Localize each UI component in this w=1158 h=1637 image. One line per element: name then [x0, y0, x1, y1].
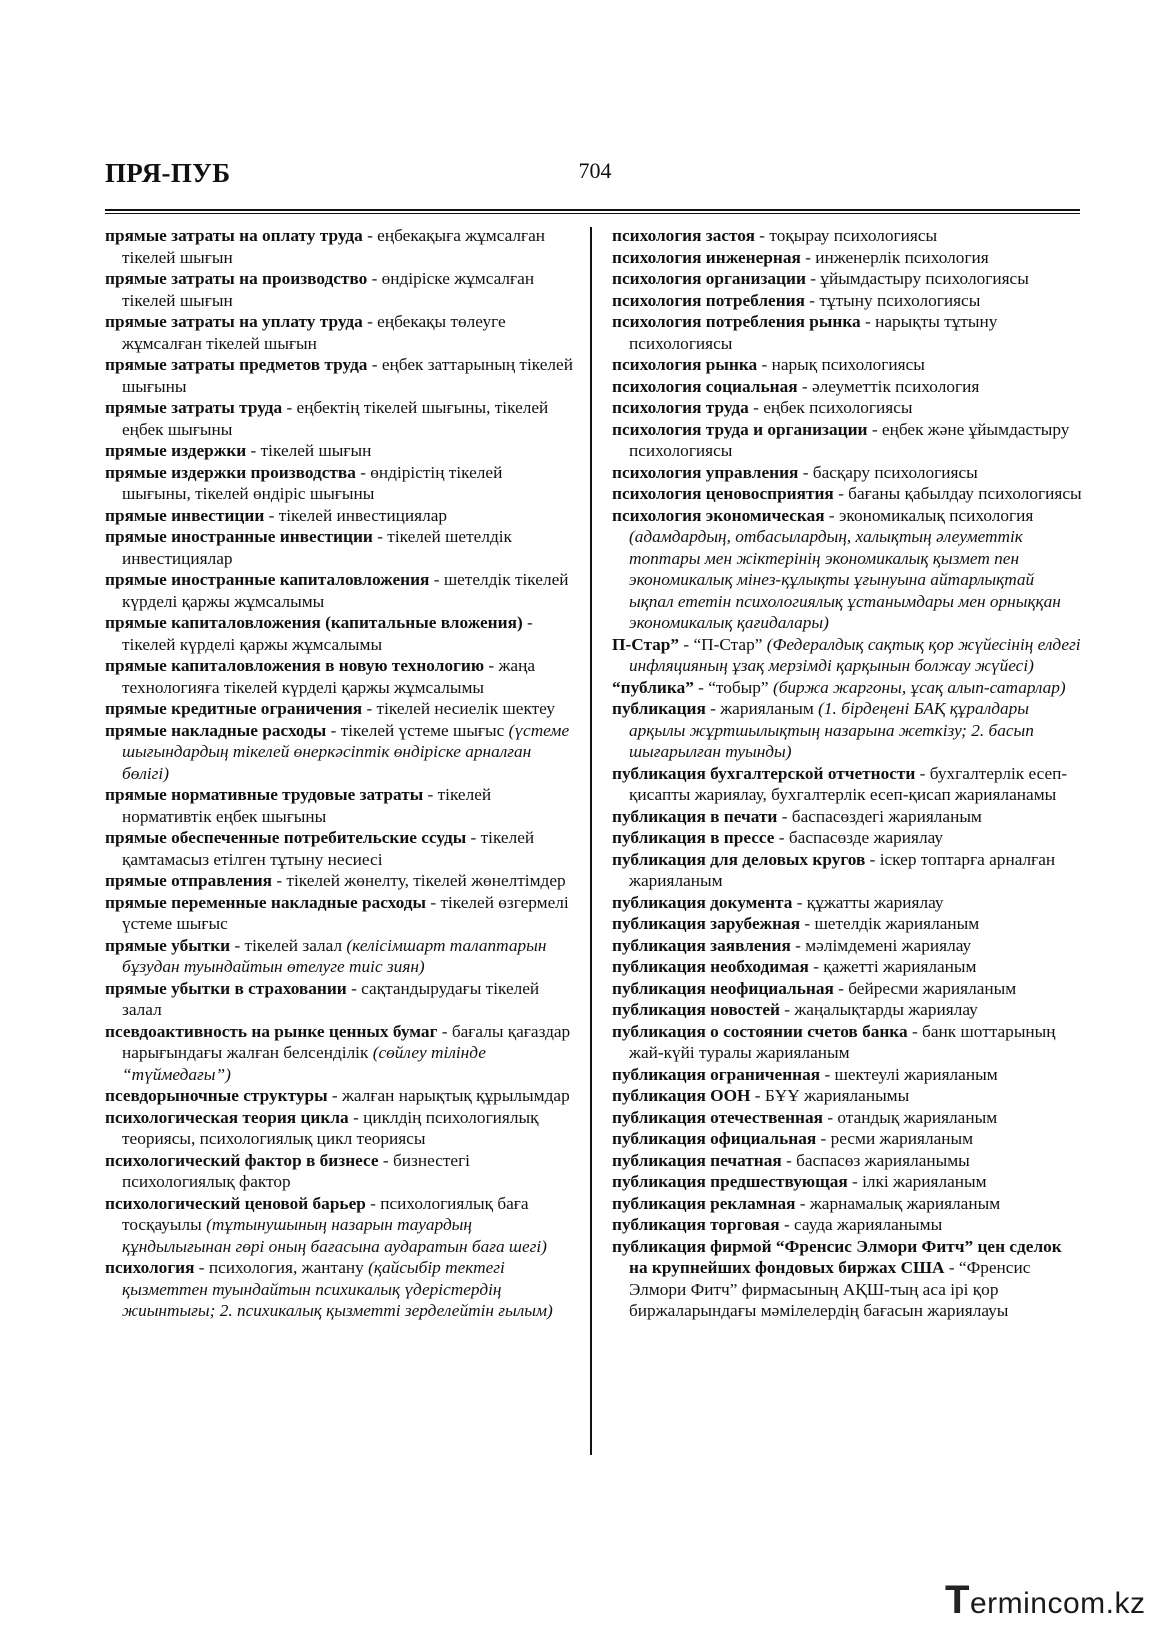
- entry-definition: - тікелей жөнелту, тікелей жөнелтімдер: [272, 871, 566, 890]
- entry-term: публикация предшествующая: [612, 1172, 848, 1191]
- entry-term: психология экономическая: [612, 505, 825, 525]
- entry-term: публикация бухгалтерской отчетности: [612, 763, 916, 783]
- dictionary-entry: [612, 827, 1082, 849]
- entry-note: (сөйлеу тілінде “түймедағы”): [122, 1043, 486, 1084]
- entry-term: прямые иностранные инвестиции: [105, 527, 373, 546]
- entry-term: психология социальная: [612, 376, 798, 396]
- dictionary-entry: [105, 1021, 575, 1086]
- entry-definition: - еңбекақы төлеуге жұмсалған тікелей шығын: [122, 312, 506, 353]
- dictionary-entry: [105, 870, 575, 892]
- entry-definition: - шектеулі жарияланым: [820, 1064, 998, 1084]
- dictionary-entry: [105, 569, 575, 612]
- entry-definition: - сақтандырудағы тікелей залал: [122, 978, 540, 1019]
- entry-definition: - өндіріске жұмсалған тікелей шығын: [122, 269, 535, 310]
- dictionary-entry: [105, 1085, 575, 1107]
- entry-definition: - жаңалықтарды жариялау: [779, 1000, 978, 1019]
- dictionary-entry: [612, 999, 1082, 1021]
- entry-definition: - тұтыну психологиясы: [804, 290, 981, 310]
- dictionary-entry: [612, 698, 1082, 763]
- dictionary-entry: [612, 225, 1082, 247]
- dictionary-entry: [105, 1193, 575, 1258]
- entry-note: (келісімшарт талаптарын бұзудан туындайтын өтелуге тиіс зиян): [122, 935, 547, 976]
- dictionary-entry: [612, 1193, 1082, 1215]
- dictionary-entry: [105, 978, 575, 1021]
- entry-term: П-Стар”: [612, 634, 680, 654]
- entry-term: публикация фирмой “Френсис Элмори Фитч” цен сделок на крупнейших фондовых биржах США: [612, 1236, 1062, 1277]
- dictionary-entry: [105, 655, 575, 698]
- entry-definition: - тікелей қамтамасыз етілген тұтыну несиесі: [122, 828, 535, 869]
- dictionary-entry: [105, 784, 575, 827]
- entry-term: прямые накладные расходы: [105, 720, 327, 740]
- entry-term: публикация новостей: [612, 1000, 780, 1019]
- entry-term: психология потребления: [612, 290, 805, 310]
- dictionary-entry: [612, 1064, 1082, 1086]
- dictionary-entry: [612, 354, 1082, 376]
- dictionary-entry: [612, 634, 1082, 677]
- entry-definition: - психологиялық баға тосқауылы: [122, 1193, 529, 1234]
- entry-definition: - тоқырау психологиясы: [754, 226, 938, 245]
- entry-note: (қайсыбір тектегі қызметтен туындайтын психикалық үдерістердің жиынтығы; 2. психикалық қызметті зерделейтін ғылым): [122, 1258, 553, 1320]
- entry-definition: - өндірістің тікелей шығыны, тікелей өндіріс шығыны: [122, 462, 503, 503]
- entry-definition: - бағаны қабылдау психологиясы: [833, 484, 1082, 503]
- entry-term: публикация документа: [612, 892, 793, 912]
- entry-term: прямые издержки производства: [105, 462, 356, 482]
- entry-term: психология ценовосприятия: [612, 484, 834, 503]
- dictionary-entry: [105, 397, 575, 440]
- entry-note: (1. бірдеңені БАҚ құралдары арқылы жұртшылықтың назарына жеткізу; 2. басып шығарылған туынды): [629, 699, 1034, 761]
- entry-definition: - “Френсис Элмори Фитч” фирмасының АҚШ-тың аса ірі қор биржаларындағы мәмілелердің бағасын жариялауы: [629, 1258, 1031, 1320]
- dictionary-entry: [105, 612, 575, 655]
- entry-definition: - еңбек психологиясы: [748, 398, 913, 417]
- entry-definition: - тікелей залал: [230, 935, 347, 955]
- logo-text: ermincom.kz: [969, 1587, 1146, 1620]
- dictionary-entry: [612, 247, 1082, 269]
- entry-definition: - отандық жарияланым: [823, 1107, 998, 1127]
- logo-letter: T: [945, 1578, 970, 1622]
- entry-term: публикация зарубежная: [612, 914, 801, 933]
- entry-definition: - еңбек заттарының тікелей шығыны: [122, 355, 573, 396]
- termincom-logo: [945, 1578, 1145, 1623]
- entry-term: прямые нормативные трудовые затраты: [105, 785, 424, 804]
- entry-definition: - психология, жантану: [194, 1258, 369, 1277]
- dictionary-entry: [612, 1171, 1082, 1193]
- entry-term: прямые убытки: [105, 935, 231, 955]
- entry-term: публикация о состоянии счетов банка: [612, 1021, 908, 1041]
- entry-term: прямые обеспеченные потребительские ссуды: [105, 828, 467, 847]
- dictionary-entry: [612, 677, 1082, 699]
- entry-definition: - әлеуметтік психология: [797, 376, 980, 396]
- column-divider: [590, 227, 592, 1455]
- dictionary-entry: [612, 892, 1082, 914]
- entry-term: прямые затраты труда: [105, 398, 283, 417]
- entry-definition: - “П-Стар”: [679, 634, 767, 654]
- dictionary-entry: [105, 698, 575, 720]
- entry-term: психология труда и организации: [612, 419, 868, 439]
- entry-definition: - қажетті жарияланым: [808, 957, 977, 976]
- dictionary-entry: [105, 225, 575, 268]
- entry-note: (биржа жаргоны, ұсақ алып-сатарлар): [772, 677, 1066, 697]
- entry-term: публикация необходимая: [612, 957, 809, 976]
- dictionary-entry: [612, 956, 1082, 978]
- dictionary-entry: [612, 268, 1082, 290]
- entry-definition: - инженерлік психология: [800, 247, 989, 267]
- entry-definition: - тікелей инвестициялар: [264, 505, 448, 525]
- entry-definition: - ілкі жарияланым: [847, 1172, 987, 1191]
- entry-definition: - нарық психологиясы: [757, 355, 925, 374]
- entry-term: публикация отечественная: [612, 1107, 823, 1127]
- entry-term: прямые затраты предметов труда: [105, 355, 368, 374]
- dictionary-entry: [612, 376, 1082, 398]
- entry-term: психология: [105, 1258, 195, 1277]
- entry-term: психологический фактор в бизнесе: [105, 1150, 379, 1170]
- entry-definition: - тікелей несиелік шектеу: [362, 699, 556, 718]
- entry-term: психологическая теория цикла: [105, 1107, 349, 1127]
- entry-definition: - экономикалық психология: [824, 505, 1034, 525]
- entry-definition: - “тобыр”: [693, 677, 773, 697]
- entry-term: психологический ценовой барьер: [105, 1193, 366, 1213]
- dictionary-entry: [105, 720, 575, 785]
- dictionary-entry: [105, 462, 575, 505]
- dictionary-entry: [612, 978, 1082, 1000]
- entry-definition: - сауда жарияланымы: [779, 1215, 943, 1234]
- entry-term: прямые кредитные ограничения: [105, 699, 363, 718]
- entry-term: психология рынка: [612, 355, 758, 374]
- entry-definition: - бухгалтерлік есеп-қисапты жариялау, бухгалтерлік есеп-қисап жарияланамы: [629, 763, 1068, 804]
- entry-term: прямые переменные накладные расходы: [105, 892, 427, 912]
- dictionary-entry: [612, 419, 1082, 462]
- entry-definition: - мәлімдемені жариялау: [790, 935, 972, 955]
- entry-definition: - жалған нарықтық құрылымдар: [327, 1086, 570, 1105]
- entry-definition: - ресми жарияланым: [816, 1129, 974, 1148]
- entry-term: психология организации: [612, 269, 806, 288]
- dictionary-entry: [612, 397, 1082, 419]
- entry-definition: - еңбек және ұйымдастыру психологиясы: [629, 419, 1070, 460]
- dictionary-entry: [612, 1085, 1082, 1107]
- entry-term: публикация ООН: [612, 1086, 751, 1105]
- entry-definition: - жарнамалық жарияланым: [795, 1193, 1001, 1213]
- entry-term: прямые издержки: [105, 441, 247, 460]
- dictionary-entry: [612, 1150, 1082, 1172]
- entry-definition: - шетелдік жарияланым: [800, 914, 980, 933]
- entry-definition: - БҰҰ жарияланымы: [750, 1086, 910, 1105]
- dictionary-entry: [612, 311, 1082, 354]
- entry-definition: - шетелдік тікелей күрделі қаржы жұмсалымы: [122, 570, 569, 611]
- dictionary-entry: [612, 935, 1082, 957]
- entry-term: публикация заявления: [612, 935, 791, 955]
- entry-term: прямые иностранные капиталовложения: [105, 570, 430, 589]
- entry-term: психология застоя: [612, 226, 755, 245]
- entry-note: (Федералдық сақтық қор жүйесінің елдегі инфляцияның ұзақ мерзімді қарқынын болжау жүйесі): [629, 634, 1081, 675]
- page-header-range: ПРЯ-ПУБ: [105, 158, 231, 188]
- right-column: [612, 225, 1082, 1322]
- entry-definition: - іскер топтарға арналған жарияланым: [629, 849, 1056, 890]
- entry-term: психология инженерная: [612, 247, 801, 267]
- entry-definition: - нарықты тұтыну психологиясы: [629, 312, 998, 353]
- entry-definition: - бағалы қағаздар нарығындағы жалған белсенділік: [122, 1021, 571, 1062]
- entry-note: (тұтынушының назарын тауардың құндылығынан гөрі оның бағасына аударатын баға шегі): [122, 1215, 547, 1256]
- dictionary-entry: [105, 935, 575, 978]
- entry-term: публикация неофициальная: [612, 978, 834, 998]
- entry-definition: - тікелей өзгермелі үстеме шығыс: [122, 892, 569, 933]
- entry-term: публикация: [612, 699, 706, 718]
- entry-definition: - еңбекақыға жұмсалған тікелей шығын: [122, 226, 546, 267]
- entry-definition: - баспасөзде жариялау: [774, 828, 944, 847]
- entry-term: психология управления: [612, 462, 799, 482]
- entry-term: психология труда: [612, 398, 749, 417]
- entry-note: (адамдардың, отбасылардың, халықтың әлеуметтік топтары мен жіктерінің экономикалық қызмет пен экономикалық мінез-құлықты ұғынуына айтарлықтай ықпал ететін психологиялық ұстанымдары мен орныққан экономикалық қағидалары): [629, 527, 1061, 632]
- dictionary-entry: [105, 1150, 575, 1193]
- header-rule-thin: [105, 213, 1080, 214]
- entry-term: прямые затраты на производство: [105, 269, 368, 288]
- left-column: [105, 225, 575, 1322]
- entry-term: публикация в печати: [612, 806, 778, 826]
- dictionary-entry: [105, 1257, 575, 1322]
- entry-definition: - тікелей шығын: [246, 441, 372, 460]
- entry-definition: - банк шоттарының жай-күйі туралы жарияланым: [629, 1021, 1056, 1062]
- dictionary-entry: [612, 462, 1082, 484]
- entry-definition: - циклдің психологиялық теориясы, психологиялық цикл теориясы: [122, 1107, 539, 1148]
- dictionary-entry: [105, 827, 575, 870]
- entry-term: публикация для деловых кругов: [612, 849, 866, 869]
- dictionary-entry: [105, 505, 575, 527]
- entry-definition: - еңбектің тікелей шығыны, тікелей еңбек шығыны: [122, 398, 549, 439]
- entry-term: публикация рекламная: [612, 1193, 796, 1213]
- entry-term: публикация в прессе: [612, 828, 775, 847]
- dictionary-entry: [612, 913, 1082, 935]
- entry-definition: - тікелей шетелдік инвестициялар: [122, 527, 512, 568]
- dictionary-entry: [612, 1128, 1082, 1150]
- entry-definition: - тікелей күрделі қаржы жұмсалымы: [122, 613, 533, 654]
- dictionary-entry: [105, 268, 575, 311]
- entry-term: псевдорыночные структуры: [105, 1086, 328, 1105]
- entry-note: (үстеме шығындардың тікелей өнеркәсіптік өндіріске арналған бөлігі): [122, 720, 570, 783]
- dictionary-entry: [612, 806, 1082, 828]
- entry-term: публикация ограниченная: [612, 1064, 821, 1084]
- entry-definition: - бизнестегі психологиялық фактор: [122, 1150, 470, 1191]
- dictionary-entry: [612, 1021, 1082, 1064]
- entry-definition: - бейресми жарияланым: [833, 978, 1017, 998]
- dictionary-entry: [105, 892, 575, 935]
- entry-definition: - тікелей нормативтік еңбек шығыны: [122, 785, 492, 826]
- entry-term: публикация печатная: [612, 1150, 782, 1170]
- dictionary-entry: [612, 1236, 1082, 1322]
- entry-definition: - баспасөздегі жарияланым: [777, 806, 982, 826]
- dictionary-entry: [612, 483, 1082, 505]
- entry-term: прямые отправления: [105, 871, 273, 890]
- dictionary-entry: [105, 354, 575, 397]
- entry-term: прямые капиталовложения в новую технологию: [105, 656, 485, 675]
- entry-term: прямые затраты на уплату труда: [105, 312, 363, 331]
- entry-term: психология потребления рынка: [612, 312, 861, 331]
- dictionary-entry: [105, 440, 575, 462]
- entry-definition: - құжатты жариялау: [792, 892, 944, 912]
- entry-definition: - жарияланым: [705, 699, 819, 718]
- dictionary-entry: [612, 505, 1082, 634]
- entry-term: публикация официальная: [612, 1129, 817, 1148]
- entry-term: “публика”: [612, 677, 694, 697]
- entry-definition: - тікелей үстеме шығыс: [326, 720, 509, 740]
- entry-definition: - баспасөз жарияланымы: [781, 1150, 970, 1170]
- entry-term: прямые убытки в страховании: [105, 978, 347, 998]
- dictionary-entry: [612, 763, 1082, 806]
- dictionary-entry: [105, 1107, 575, 1150]
- page-number: 704: [578, 158, 612, 183]
- dictionary-entry: [612, 1107, 1082, 1129]
- dictionary-entry: [612, 290, 1082, 312]
- header-rule: [105, 209, 1080, 211]
- entry-term: прямые капиталовложения (капитальные вложения): [105, 613, 523, 632]
- dictionary-entry: [105, 526, 575, 569]
- entry-definition: - басқару психологиясы: [798, 462, 978, 482]
- dictionary-entry: [612, 849, 1082, 892]
- dictionary-entry: [105, 311, 575, 354]
- entry-term: прямые затраты на оплату труда: [105, 226, 363, 245]
- entry-term: псевдоактивность на рынке ценных бумаг: [105, 1021, 438, 1041]
- dictionary-entry: [612, 1214, 1082, 1236]
- entry-term: публикация торговая: [612, 1215, 780, 1234]
- entry-term: прямые инвестиции: [105, 505, 265, 525]
- entry-definition: - жаңа технологияға тікелей күрделі қаржы жұмсалымы: [122, 656, 535, 697]
- entry-definition: - ұйымдастыру психологиясы: [805, 269, 1029, 288]
